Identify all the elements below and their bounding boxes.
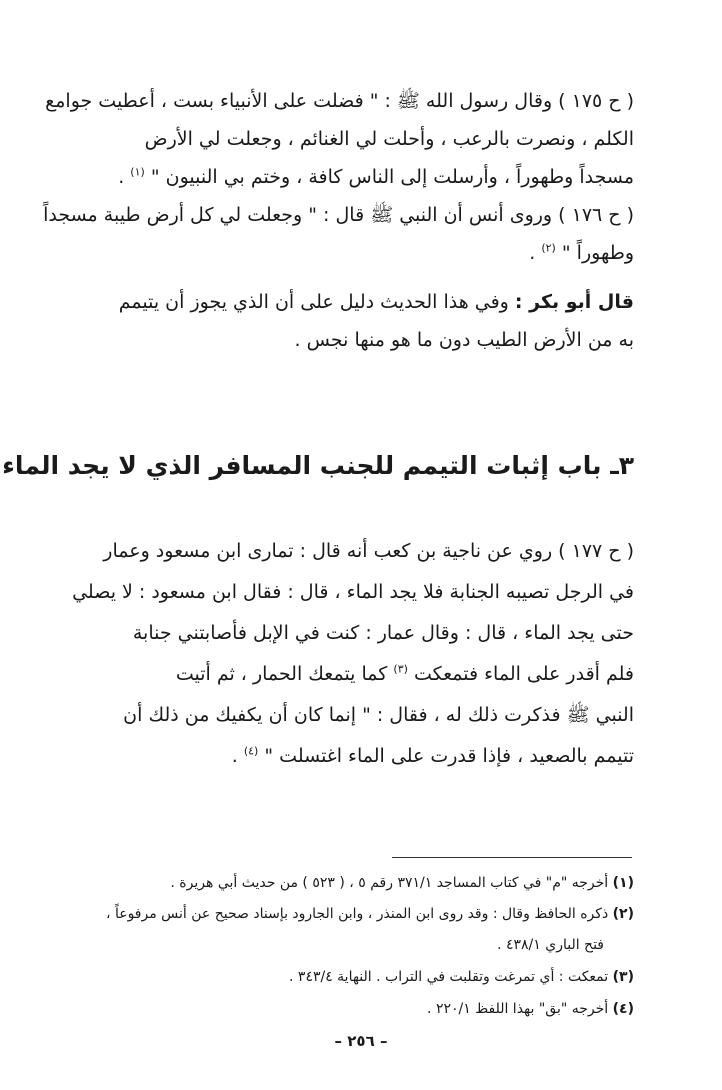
hadith-175-line-1: ( ح ١٧٥ ) وقال رسول الله ﷺ : " فضلت على الأنبياء بست ، أعطيت جوامع: [45, 90, 634, 112]
footnote-2: (٢) ذكره الحافظ وقال : وقد روى ابن المنذر ، وابن الجارود بإسناد صحيح عن أنس مرفوعاً ،: [105, 906, 634, 922]
hadith-177-line-5: النبي ﷺ فذكرت ذلك له ، فقال : " إنما كان أن يكفيك من ذلك أن: [123, 704, 634, 726]
hadith-175-line-2: الكلم ، ونصرت بالرعب ، وأحلت لي الغنائم ، وجعلت لي الأرض: [144, 128, 634, 150]
footnote-1: (١) أخرجه "م" في كتاب المساجد ٣٧١/١ رقم ٥ ، ( ٥٢٣ ) من حديث أبي هريرة .: [170, 875, 634, 891]
abu-bakr-speaker: قال أبو بكر :: [514, 291, 634, 313]
hadith-177-line-3: حتى يجد الماء ، قال : وقال عمار : كنت في الإبل فأصابتني جنابة: [132, 622, 634, 644]
hadith-177-line-1: ( ح ١٧٧ ) روي عن ناجية بن كعب أنه قال : تمارى ابن مسعود وعمار: [103, 540, 634, 562]
footnote-2-continued: فتح الباري ٤٣٨/١ .: [497, 937, 604, 953]
footnote-ref-3: (٣): [393, 662, 408, 676]
abu-bakr-line-1: قال أبو بكر : وفي هذا الحديث دليل على أن الذي يجوز أن يتيمم: [118, 291, 634, 313]
hadith-177-line-4: فلم أقدر على الماء فتمعكت $^{(٣)}$ كما يتمعك الحمار ، ثم أتيت: [175, 662, 634, 685]
chapter-heading: ٣ـ باب إثبات التيمم للجنب المسافر الذي لا يجد الماء: [2, 451, 634, 480]
hadith-176-line-2: وطهوراً " $^{(٢)}$ .: [529, 241, 634, 264]
hadith-176-line-1: ( ح ١٧٦ ) وروى أنس أن النبي ﷺ قال : " وجعلت لي كل أرض طيبة مسجداً: [43, 204, 634, 226]
footnote-ref-2: (٢): [541, 241, 556, 255]
footnote-3: (٣) تمعكت : أي تمرغت وتقلبت في التراب . النهاية ٣٤٣/٤ .: [289, 969, 634, 985]
page-number: – ٢٥٦ –: [334, 1032, 388, 1050]
footnote-separator: [392, 857, 632, 858]
hadith-177-line-2: في الرجل تصيبه الجنابة فلا يجد الماء ، قال : فقال ابن مسعود : لا يصلي: [72, 581, 634, 603]
footnote-ref-4: (٤): [243, 744, 259, 758]
hadith-175-line-3: مسجداً وطهوراً ، وأرسلت إلى الناس كافة ، وختم بي النبيون " $^{(١)}$ .: [118, 165, 634, 188]
abu-bakr-line-2: به من الأرض الطيب دون ما هو منها نجس .: [294, 329, 634, 351]
hadith-177-line-6: تتيمم بالصعيد ، فإذا قدرت على الماء اغتسلت " $^{(٤)}$ .: [231, 744, 634, 767]
footnote-4: (٤) أخرجه "بق" بهذا اللفظ ٢٢٠/١ .: [427, 1001, 634, 1017]
footnote-ref-1: (١): [130, 165, 145, 179]
